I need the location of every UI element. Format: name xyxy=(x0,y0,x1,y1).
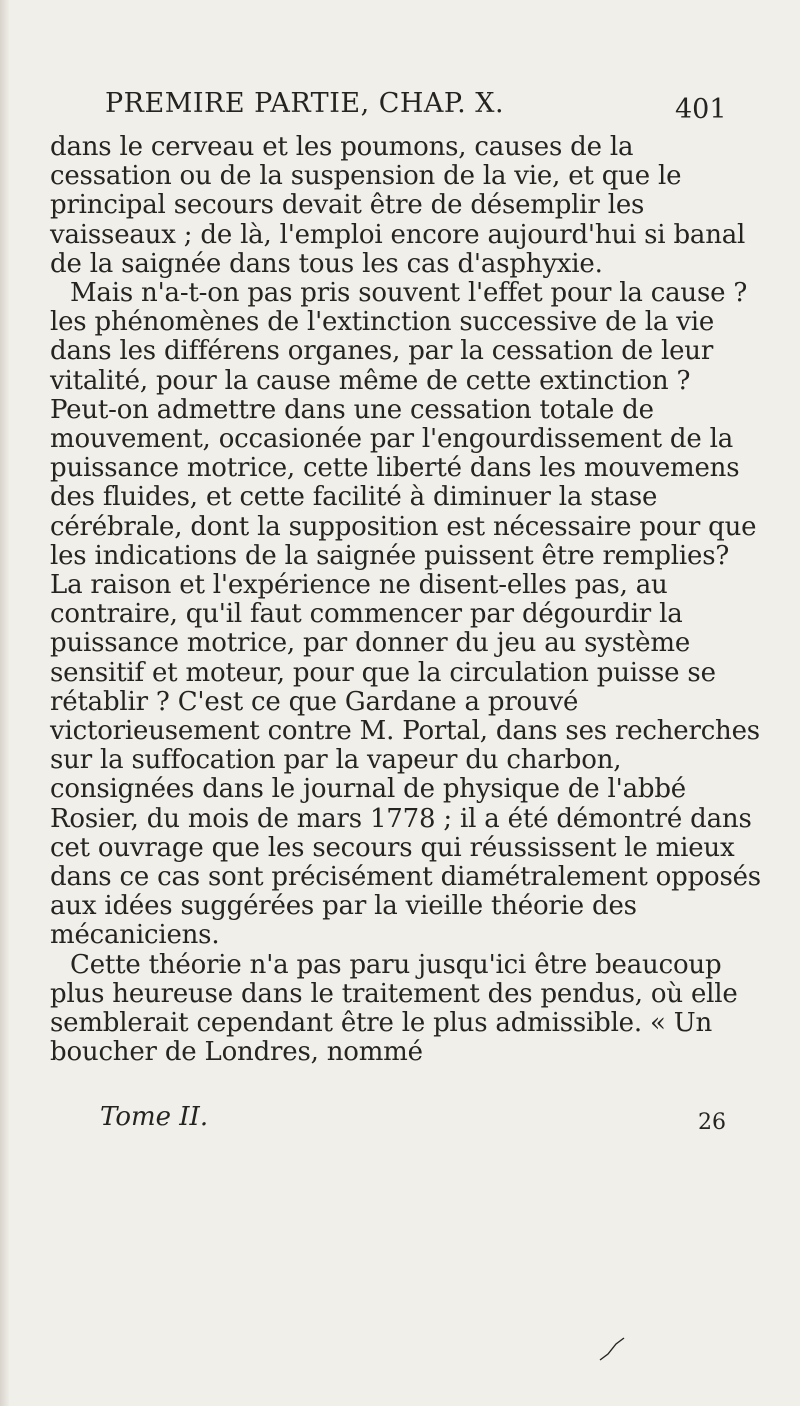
page-number: 401 xyxy=(675,94,727,125)
running-title: PREMIRE PARTIE, CHAP. X. xyxy=(105,88,505,119)
paragraph-2: Mais n'a-t-on pas pris souvent l'effet pour la cause ? les phénomènes de l'extinction successive de la vie dans les différens organes, par la cessation de leur vitalité, pour la cause même de cette extinction ? Peut-on admettre dans une cessation totale de mouvement, occasionée par l'engourdissement de la puissance motrice, cette liberté dans les mouvemens des fluides, et cette facilité à diminuer la stase cérébrale, dont la supposition est nécessaire pour que les indications de la saignée puissent être remplies? La raison et l'expérience ne disent-elles pas, au contraire, qu'il faut commencer par dégourdir la puissance motrice, par donner du jeu au système sensitif et moteur, pour que la circulation puisse se rétablir ? C'est ce que Gardane a prouvé victorieusement contre M. Portal, dans ses recherches sur la suffocation par la vapeur du charbon, consignées dans le journal de physique de l'abbé Rosier, du mois de mars 1778 ; il a été démontré dans cet ouvrage que les secours qui réussissent le mieux dans ce cas sont précisément diamétralement opposés aux idées suggérées par la vieille théorie des mécaniciens. xyxy=(50,278,761,951)
page-gutter-shadow xyxy=(0,0,9,1406)
signature-mark: 26 xyxy=(698,1110,726,1135)
check-mark-icon xyxy=(598,1336,626,1364)
body-text xyxy=(50,133,762,1068)
page-header xyxy=(105,88,770,128)
paragraph-1: dans le cerveau et les poumons, causes de la cessation ou de la suspension de la vie, et que le principal secours devait être de désemplir les vaisseaux ; de là, l'emploi encore aujourd'hui si banal de la saignée dans tous les cas d'asphyxie. xyxy=(50,132,746,279)
paragraph-3: Cette théorie n'a pas paru jusqu'ici être beaucoup plus heureuse dans le traitement des pendus, où elle semblerait cependant être le plus admissible. « Un boucher de Londres, nommé xyxy=(50,949,738,1068)
volume-label: Tome II. xyxy=(100,1102,209,1132)
page-footer xyxy=(100,1102,750,1142)
